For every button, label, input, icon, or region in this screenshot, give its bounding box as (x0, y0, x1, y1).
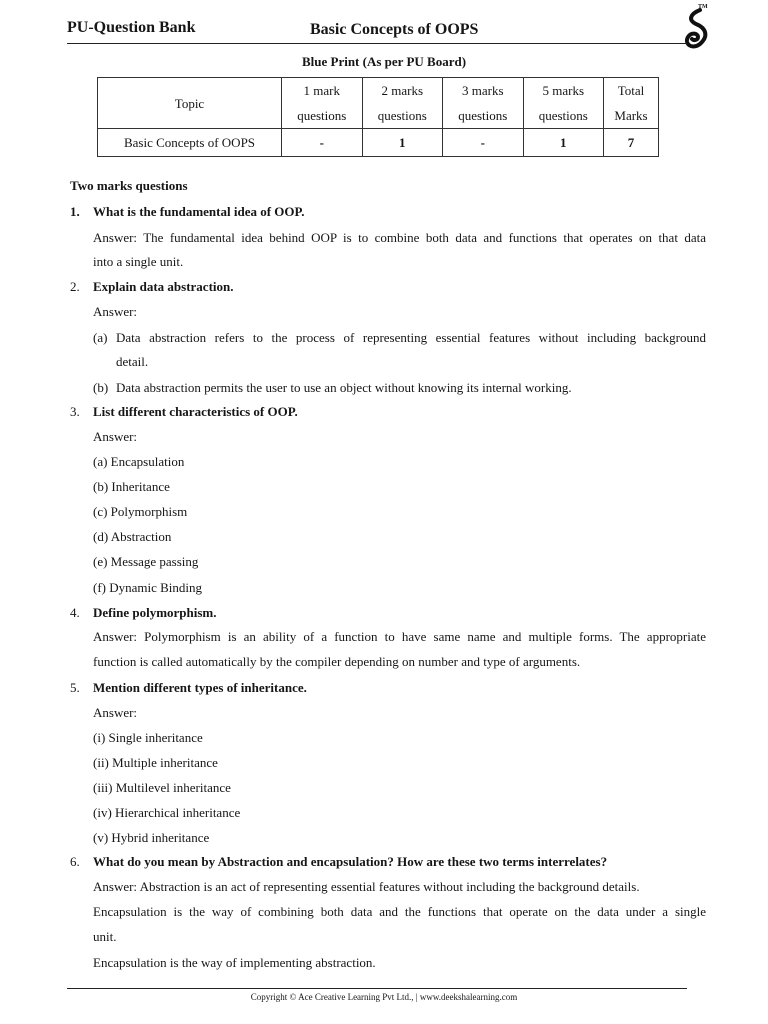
q1-answer-line1: Answer: The fundamental idea behind OOP is to combine both data and functions that operates on that data (93, 230, 706, 245)
table-header-3marks (443, 78, 524, 129)
table-cell-total: 7 (604, 129, 659, 157)
logo-trademark: TM (698, 4, 708, 10)
q2-item-a-label: (a) (93, 330, 108, 345)
q2-item-a-text-line1: Data abstraction refers to the process of representing essential features without including background (116, 330, 706, 345)
footer-rule (67, 988, 687, 989)
q3-number: 3. (70, 404, 80, 419)
table-cell-5marks: 1 (523, 129, 604, 157)
table-cell-3marks: - (443, 129, 524, 157)
q1-number: 1. (70, 204, 80, 219)
q4-number: 4. (70, 605, 80, 620)
list-item: (c) Polymorphism (93, 504, 188, 519)
blueprint-title: Blue Print (As per PU Board) (301, 54, 467, 69)
header-2marks-line1: 2 marks (381, 83, 424, 98)
table-header-2marks (362, 78, 443, 129)
header-5marks-line1: 5 marks (542, 83, 585, 98)
q2-item-a-text-line2: detail. (116, 354, 149, 369)
q4-answer-line2: function is called automatically by the compiler depending on number and type of arguments. (93, 654, 581, 669)
header-1mark-line2: questions (297, 108, 347, 123)
q3-answer-label: Answer: (93, 429, 138, 444)
q2-item-b-text: Data abstraction permits the user to use an object without knowing its internal working. (116, 380, 572, 395)
q6-number: 6. (70, 854, 80, 869)
header-1mark-line1: 1 mark (303, 83, 340, 98)
table-header-row (98, 78, 659, 129)
q1-question: What is the fundamental idea of OOP. (93, 204, 305, 219)
q4-answer-line1: Answer: Polymorphism is an ability of a function to have same name and multiple forms. The appropriate (93, 629, 706, 644)
table-cell-2marks: 1 (362, 129, 443, 157)
q6-answer-line3: unit. (93, 929, 117, 944)
table-cell-topic: Basic Concepts of OOPS (98, 129, 282, 157)
q6-answer-line1: Answer: Abstraction is an act of representing essential features without including the background details. (93, 879, 640, 894)
header-left-title: PU-Question Bank (67, 19, 196, 36)
header-5marks-line2: questions (538, 108, 588, 123)
q5-question: Mention different types of inheritance. (93, 680, 307, 695)
table-header-5marks (523, 78, 604, 129)
list-item: (iv) Hierarchical inheritance (93, 805, 241, 820)
header-3marks-line1: 3 marks (461, 83, 504, 98)
q6-question: What do you mean by Abstraction and encapsulation? How are these two terms interrelates? (93, 854, 608, 869)
q2-item-b-label: (b) (93, 380, 109, 395)
list-item: (iii) Multilevel inheritance (93, 780, 231, 795)
table-header-total (604, 78, 659, 129)
list-item: (i) Single inheritance (93, 730, 203, 745)
list-item: (e) Message passing (93, 554, 199, 569)
table-row (98, 129, 659, 157)
q2-number: 2. (70, 279, 80, 294)
list-item: (f) Dynamic Binding (93, 580, 203, 595)
q6-answer-line2: Encapsulation is the way of combining both data and the functions that operate on the data under a single (93, 904, 706, 919)
q2-answer-label: Answer: (93, 304, 138, 319)
list-item: (ii) Multiple inheritance (93, 755, 218, 770)
header-total-line2: Marks (614, 108, 648, 123)
section-title: Two marks questions (70, 178, 188, 193)
header-total-line1: Total (617, 83, 645, 98)
header-3marks-line2: questions (458, 108, 508, 123)
table-cell-1mark: - (282, 129, 363, 157)
list-item: (v) Hybrid inheritance (93, 830, 210, 845)
q3-question: List different characteristics of OOP. (93, 404, 298, 419)
table-header-topic (98, 78, 282, 129)
header-center-title: Basic Concepts of OOPS (310, 21, 479, 38)
list-item: (d) Abstraction (93, 529, 172, 544)
q5-number: 5. (70, 680, 80, 695)
q5-answer-label: Answer: (93, 705, 138, 720)
blueprint-table (97, 77, 659, 157)
q1-answer-line2: into a single unit. (93, 254, 184, 269)
list-item: (b) Inheritance (93, 479, 170, 494)
list-item: (a) Encapsulation (93, 454, 185, 469)
table-header-1mark (282, 78, 363, 129)
header-rule (67, 43, 687, 44)
q6-answer-line4: Encapsulation is the way of implementing abstraction. (93, 955, 376, 970)
q4-question: Define polymorphism. (93, 605, 217, 620)
header-topic-label: Topic (174, 95, 205, 111)
footer-copyright: Copyright © Ace Creative Learning Pvt Ltd., | www.deekshalearning.com (250, 992, 518, 1002)
q2-question: Explain data abstraction. (93, 279, 234, 294)
header-2marks-line2: questions (377, 108, 427, 123)
